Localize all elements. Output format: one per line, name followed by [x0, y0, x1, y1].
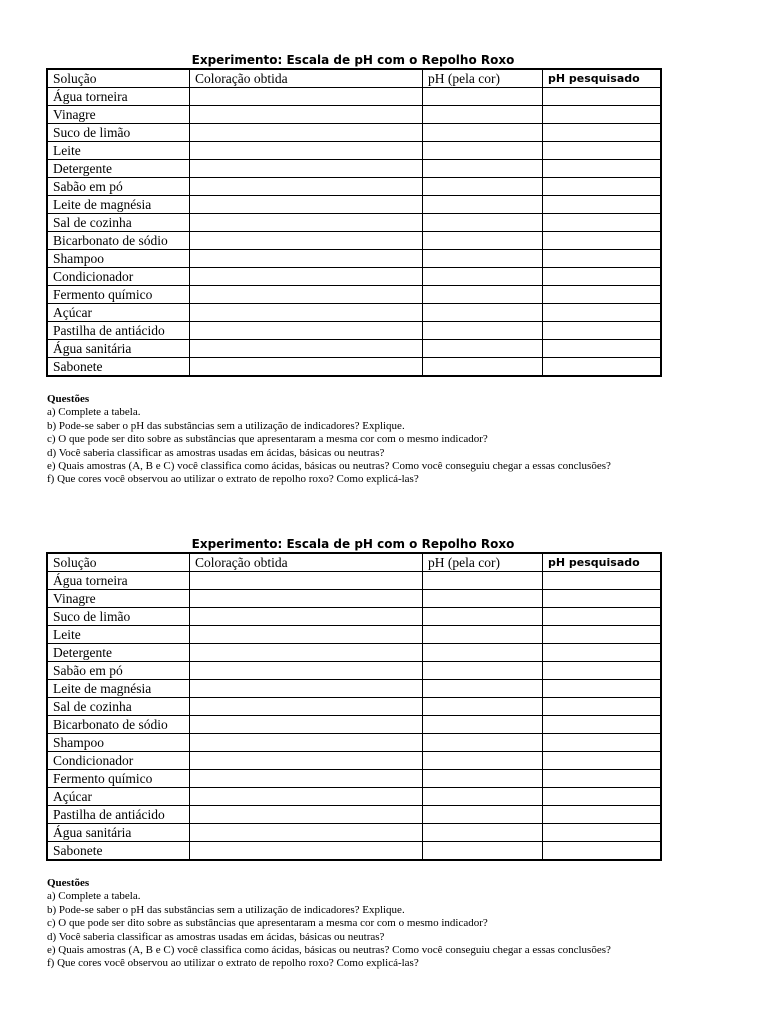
- solution-cell: Sabão em pó: [47, 178, 190, 196]
- solution-cell: Vinagre: [47, 590, 190, 608]
- question-b: b) Pode-se saber o pH das substâncias sem a utilização de indicadores? Explique.: [47, 903, 405, 916]
- table-row: [47, 196, 661, 214]
- ph-researched-cell[interactable]: [543, 806, 662, 824]
- question-f: f) Que cores você observou ao utilizar o extrato de repolho roxo? Como explicá-las?: [47, 957, 419, 970]
- question-c: c) O que pode ser dito sobre as substâncias que apresentaram a mesma cor com o mesmo indicador?: [47, 917, 488, 930]
- header-ph-color: pH (pela cor): [423, 69, 543, 88]
- questions-heading: Questões: [47, 877, 90, 889]
- color-cell[interactable]: [190, 232, 423, 250]
- solution-cell: Leite de magnésia: [47, 196, 190, 214]
- table-row: [47, 232, 661, 250]
- color-cell[interactable]: [190, 322, 423, 340]
- color-cell[interactable]: [190, 824, 423, 842]
- header-color: Coloração obtida: [190, 553, 423, 572]
- table-row: [47, 88, 661, 106]
- table-row: [47, 160, 661, 178]
- table-row: [47, 124, 661, 142]
- ph-researched-cell[interactable]: [543, 160, 662, 178]
- solution-cell: Detergente: [47, 160, 190, 178]
- question-e: e) Quais amostras (A, B e C) você classifica como ácidas, básicas ou neutras? Como você conseguiu chegar a essas conclusões?: [47, 944, 611, 957]
- ph-color-cell[interactable]: [423, 250, 543, 268]
- ph-researched-cell[interactable]: [543, 698, 662, 716]
- table-row: [47, 268, 661, 286]
- header-color: Coloração obtida: [190, 69, 423, 88]
- color-cell[interactable]: [190, 142, 423, 160]
- ph-color-cell[interactable]: [423, 106, 543, 124]
- solution-cell: Shampoo: [47, 250, 190, 268]
- solution-cell: Fermento químico: [47, 286, 190, 304]
- color-cell[interactable]: [190, 590, 423, 608]
- ph-color-cell[interactable]: [423, 268, 543, 286]
- color-cell[interactable]: [190, 842, 423, 861]
- ph-researched-cell[interactable]: [543, 644, 662, 662]
- color-cell[interactable]: [190, 770, 423, 788]
- solution-cell: Vinagre: [47, 106, 190, 124]
- ph-color-cell[interactable]: [423, 178, 543, 196]
- solution-cell: Leite de magnésia: [47, 680, 190, 698]
- ph-researched-cell[interactable]: [543, 734, 662, 752]
- ph-researched-cell[interactable]: [543, 214, 662, 232]
- table-row: [47, 644, 661, 662]
- solution-cell: Sabonete: [47, 358, 190, 377]
- solution-cell: Suco de limão: [47, 608, 190, 626]
- ph-researched-cell[interactable]: [543, 824, 662, 842]
- color-cell[interactable]: [190, 734, 423, 752]
- ph-color-cell[interactable]: [423, 842, 543, 861]
- color-cell[interactable]: [190, 160, 423, 178]
- table-row: [47, 608, 661, 626]
- ph-color-cell[interactable]: [423, 142, 543, 160]
- ph-color-cell[interactable]: [423, 358, 543, 377]
- ph-researched-cell[interactable]: [543, 250, 662, 268]
- question-a: a) Complete a tabela.: [47, 406, 141, 419]
- header-ph-researched: pH pesquisado: [543, 69, 662, 88]
- table-row: [47, 214, 661, 232]
- ph-researched-cell[interactable]: [543, 286, 662, 304]
- color-cell[interactable]: [190, 608, 423, 626]
- ph-researched-cell[interactable]: [543, 842, 662, 861]
- table-header-row: [47, 553, 661, 572]
- ph-researched-cell[interactable]: [543, 322, 662, 340]
- table-header-row: [47, 69, 661, 88]
- ph-color-cell[interactable]: [423, 788, 543, 806]
- ph-color-cell[interactable]: [423, 626, 543, 644]
- solution-cell: Leite: [47, 626, 190, 644]
- solution-cell: Água sanitária: [47, 824, 190, 842]
- solution-cell: Pastilha de antiácido: [47, 322, 190, 340]
- table-row: [47, 250, 661, 268]
- question-d: d) Você saberia classificar as amostras usadas em ácidas, básicas ou neutras?: [47, 930, 385, 943]
- ph-researched-cell[interactable]: [543, 106, 662, 124]
- table-row: [47, 340, 661, 358]
- header-ph-researched: pH pesquisado: [543, 553, 662, 572]
- ph-color-cell[interactable]: [423, 572, 543, 590]
- ph-color-cell[interactable]: [423, 644, 543, 662]
- color-cell[interactable]: [190, 806, 423, 824]
- ph-color-cell[interactable]: [423, 734, 543, 752]
- color-cell[interactable]: [190, 124, 423, 142]
- solution-cell: Detergente: [47, 644, 190, 662]
- solution-cell: Shampoo: [47, 734, 190, 752]
- ph-color-cell[interactable]: [423, 196, 543, 214]
- table-row: [47, 322, 661, 340]
- ph-color-cell[interactable]: [423, 304, 543, 322]
- table-row: [47, 358, 661, 377]
- ph-color-cell[interactable]: [423, 286, 543, 304]
- table-row: [47, 572, 661, 590]
- table-row: [47, 304, 661, 322]
- ph-color-cell[interactable]: [423, 824, 543, 842]
- solution-cell: Bicarbonato de sódio: [47, 716, 190, 734]
- ph-researched-cell[interactable]: [543, 626, 662, 644]
- section-title: Experimento: Escala de pH com o Repolho Roxo: [191, 537, 515, 551]
- ph-researched-cell[interactable]: [543, 752, 662, 770]
- table-row: [47, 770, 661, 788]
- ph-researched-cell[interactable]: [543, 268, 662, 286]
- solution-cell: Água sanitária: [47, 340, 190, 358]
- color-cell[interactable]: [190, 196, 423, 214]
- ph-color-cell[interactable]: [423, 662, 543, 680]
- ph-color-cell[interactable]: [423, 590, 543, 608]
- ph-researched-cell[interactable]: [543, 304, 662, 322]
- questions-block: [47, 393, 747, 487]
- color-cell[interactable]: [190, 752, 423, 770]
- ph-researched-cell[interactable]: [543, 662, 662, 680]
- ph-color-cell[interactable]: [423, 214, 543, 232]
- ph-researched-cell[interactable]: [543, 590, 662, 608]
- solution-cell: Açúcar: [47, 304, 190, 322]
- question-d: d) Você saberia classificar as amostras usadas em ácidas, básicas ou neutras?: [47, 446, 385, 459]
- ph-table: [46, 68, 662, 377]
- solution-cell: Sabão em pó: [47, 662, 190, 680]
- question-b: b) Pode-se saber o pH das substâncias sem a utilização de indicadores? Explique.: [47, 419, 405, 432]
- table-row: [47, 626, 661, 644]
- ph-color-cell[interactable]: [423, 88, 543, 106]
- solution-cell: Sal de cozinha: [47, 698, 190, 716]
- ph-researched-cell[interactable]: [543, 716, 662, 734]
- ph-color-cell[interactable]: [423, 322, 543, 340]
- question-a: a) Complete a tabela.: [47, 890, 141, 903]
- table-row: [47, 286, 661, 304]
- table-row: [47, 788, 661, 806]
- color-cell[interactable]: [190, 340, 423, 358]
- questions-block: [47, 877, 747, 971]
- solution-cell: Bicarbonato de sódio: [47, 232, 190, 250]
- ph-color-cell[interactable]: [423, 770, 543, 788]
- ph-researched-cell[interactable]: [543, 572, 662, 590]
- solution-cell: Fermento químico: [47, 770, 190, 788]
- solution-cell: Água torneira: [47, 88, 190, 106]
- ph-researched-cell[interactable]: [543, 196, 662, 214]
- ph-color-cell[interactable]: [423, 806, 543, 824]
- ph-color-cell[interactable]: [423, 716, 543, 734]
- table-row: [47, 806, 661, 824]
- ph-color-cell[interactable]: [423, 160, 543, 178]
- color-cell[interactable]: [190, 106, 423, 124]
- solution-cell: Água torneira: [47, 572, 190, 590]
- table-row: [47, 590, 661, 608]
- ph-researched-cell[interactable]: [543, 358, 662, 377]
- section-title: Experimento: Escala de pH com o Repolho Roxo: [191, 53, 515, 67]
- table-row: [47, 752, 661, 770]
- color-cell[interactable]: [190, 304, 423, 322]
- solution-cell: Suco de limão: [47, 124, 190, 142]
- color-cell[interactable]: [190, 716, 423, 734]
- table-row: [47, 698, 661, 716]
- color-cell[interactable]: [190, 214, 423, 232]
- header-solution: Solução: [47, 553, 190, 572]
- ph-color-cell[interactable]: [423, 752, 543, 770]
- ph-researched-cell[interactable]: [543, 178, 662, 196]
- table-row: [47, 662, 661, 680]
- ph-color-cell[interactable]: [423, 680, 543, 698]
- color-cell[interactable]: [190, 250, 423, 268]
- table-row: [47, 106, 661, 124]
- ph-color-cell[interactable]: [423, 698, 543, 716]
- ph-color-cell[interactable]: [423, 232, 543, 250]
- color-cell[interactable]: [190, 680, 423, 698]
- ph-researched-cell[interactable]: [543, 608, 662, 626]
- solution-cell: Sabonete: [47, 842, 190, 861]
- solution-cell: Condicionador: [47, 268, 190, 286]
- solution-cell: Pastilha de antiácido: [47, 806, 190, 824]
- color-cell[interactable]: [190, 268, 423, 286]
- color-cell[interactable]: [190, 358, 423, 377]
- ph-color-cell[interactable]: [423, 608, 543, 626]
- question-f: f) Que cores você observou ao utilizar o extrato de repolho roxo? Como explicá-las?: [47, 473, 419, 486]
- ph-color-cell[interactable]: [423, 340, 543, 358]
- color-cell[interactable]: [190, 788, 423, 806]
- ph-researched-cell[interactable]: [543, 680, 662, 698]
- solution-cell: Condicionador: [47, 752, 190, 770]
- question-e: e) Quais amostras (A, B e C) você classifica como ácidas, básicas ou neutras? Como você conseguiu chegar a essas conclusões?: [47, 460, 611, 473]
- ph-researched-cell[interactable]: [543, 232, 662, 250]
- ph-color-cell[interactable]: [423, 124, 543, 142]
- table-row: [47, 824, 661, 842]
- ph-researched-cell[interactable]: [543, 142, 662, 160]
- ph-researched-cell[interactable]: [543, 770, 662, 788]
- color-cell[interactable]: [190, 178, 423, 196]
- solution-cell: Sal de cozinha: [47, 214, 190, 232]
- ph-table: [46, 552, 662, 861]
- solution-cell: Açúcar: [47, 788, 190, 806]
- ph-researched-cell[interactable]: [543, 340, 662, 358]
- questions-heading: Questões: [47, 393, 90, 405]
- color-cell[interactable]: [190, 662, 423, 680]
- header-solution: Solução: [47, 69, 190, 88]
- color-cell[interactable]: [190, 286, 423, 304]
- table-row: [47, 842, 661, 861]
- table-row: [47, 178, 661, 196]
- table-row: [47, 716, 661, 734]
- ph-researched-cell[interactable]: [543, 88, 662, 106]
- table-row: [47, 142, 661, 160]
- table-row: [47, 680, 661, 698]
- solution-cell: Leite: [47, 142, 190, 160]
- question-c: c) O que pode ser dito sobre as substâncias que apresentaram a mesma cor com o mesmo indicador?: [47, 433, 488, 446]
- table-row: [47, 734, 661, 752]
- color-cell[interactable]: [190, 644, 423, 662]
- color-cell[interactable]: [190, 572, 423, 590]
- color-cell[interactable]: [190, 698, 423, 716]
- color-cell[interactable]: [190, 626, 423, 644]
- header-ph-color: pH (pela cor): [423, 553, 543, 572]
- ph-researched-cell[interactable]: [543, 124, 662, 142]
- color-cell[interactable]: [190, 88, 423, 106]
- ph-researched-cell[interactable]: [543, 788, 662, 806]
